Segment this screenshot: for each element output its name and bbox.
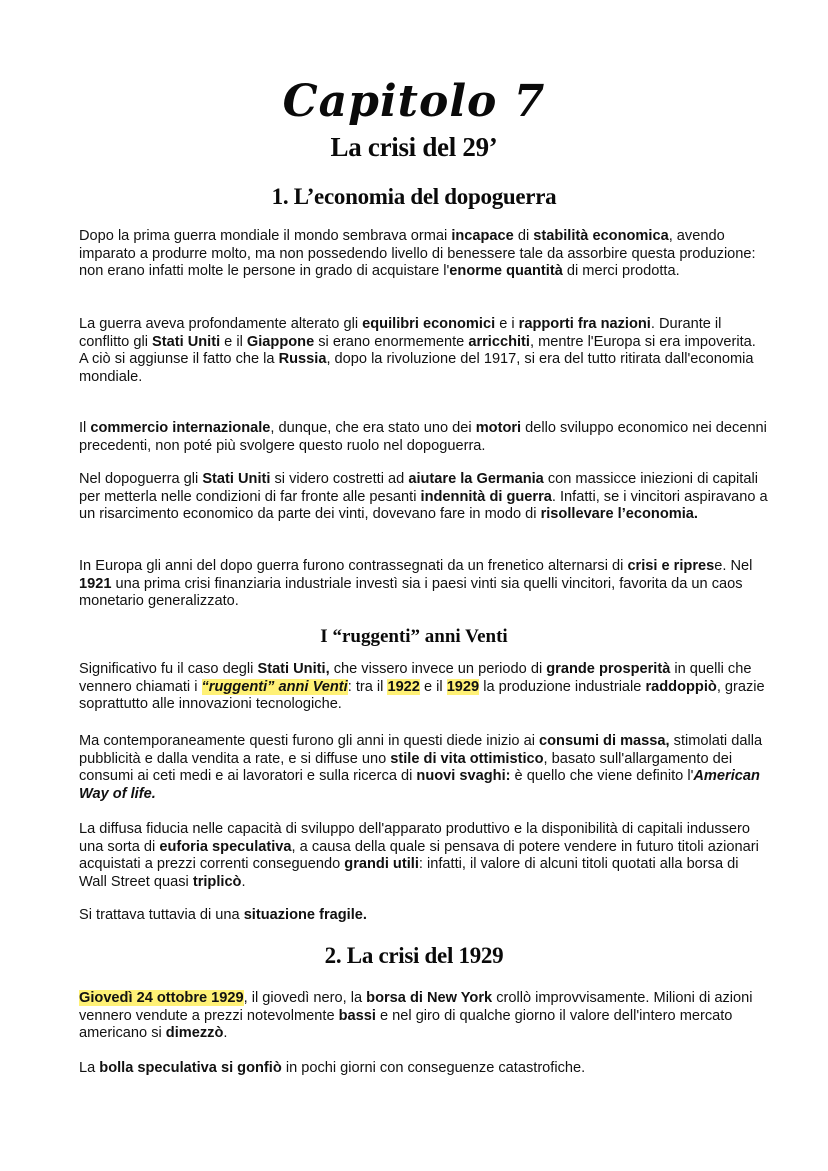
paragraph: Il commercio internazionale, dunque, che era stato uno dei motori dello sviluppo economico nei decenni precedenti, non poté più svolgere questo ruolo nel dopoguerra. [79,420,767,454]
paragraph: La bolla speculativa si gonfiò in pochi giorni con conseguenze catastrofiche. [79,1060,586,1076]
chapter-title: Capitolo 7 [282,76,546,127]
highlight: 1929 [446,678,480,695]
highlight: Giovedì 24 ottobre 1929 [79,990,244,1006]
paragraph: La diffusa fiducia nelle capacità di sviluppo dell'apparato produttivo e la disponibilità di capitali indussero una sorta di euforia speculativa, a causa della quale si pensava di potere vendere in futuro titoli azionari acquistati a prezzi correnti conseguendo grandi utili: infatti, il valore di alcuni titoli quotati alla borsa di Wall Street quasi triplicò. [79,821,759,890]
paragraph: Ma contemporaneamente questi furono gli anni in questi diede inizio ai consumi di massa, stimolati dalla pubblicità e dalla vendita a rate, e si diffuse uno stile di vita ottimistico, basato sull'allargamento dei consumi ai ceti medi e ai lavoratori e sulla ricerca di nuovi svaghi: è quello che viene definito l'American Way of life. [79,733,763,802]
paragraph: Si trattava tuttavia di una situazione fragile. [79,907,367,923]
subsection-heading-ruggenti: I “ruggenti” anni Venti [320,626,508,647]
highlight: “ruggenti” anni Venti [201,678,348,695]
paragraph: Significativo fu il caso degli Stati Uniti, che vissero invece un periodo di grande prosperità in quelli che vennero chiamati i “ruggenti” anni Venti: tra il 1922 e il 1929 la produzione industriale raddoppiò, grazie soprattutto alle innovazioni tecnologiche. [79,661,765,713]
section-heading-crisi-1929: 2. La crisi del 1929 [324,943,504,968]
paragraph: Dopo la prima guerra mondiale il mondo sembrava ormai incapace di stabilità economica, avendo imparato a produrre molto, ma non possedendo livello di benessere tale da assorbire questa produzione: non erano infatti molte le persone in grado di acquistare l'enorme quantità di merci prodotta. [79,228,756,280]
paragraph: Giovedì 24 ottobre 1929, il giovedì nero, la borsa di New York crollò improvvisamente. Milioni di azioni vennero vendute a prezzi notevolmente bassi e nel giro di qualche giorno il valore dell'intero mercato americano si dimezzò. [79,990,753,1042]
paragraph: La guerra aveva profondamente alterato gli equilibri economici e i rapporti fra nazioni. Durante il conflitto gli Stati Uniti e il Giappone si erano enormemente arricchiti, mentre l'Europa si era impoverita. A ciò si aggiunse il fatto che la Russia, dopo la rivoluzione del 1917, si era del tutto ritirata dall'economia mondiale. [79,316,756,385]
paragraph: Nel dopoguerra gli Stati Uniti si videro costretti ad aiutare la Germania con massicce iniezioni di capitali per metterla nelle condizioni di far fronte alle pesanti indennità di guerra. Infatti, se i vincitori aspiravano a un risarcimento economico da parte dei vinti, dovevano fare in modo di risollevare l’economia. [79,471,768,523]
highlight: 1922 [387,678,420,695]
paragraph: In Europa gli anni del dopo guerra furono contrassegnati da un frenetico alternarsi di crisi e riprese. Nel 1921 una prima crisi finanziaria industriale investì sia i paesi vinti sia quelli vincitori, favorita da un caos monetario generalizzato. [79,558,753,610]
chapter-subtitle: La crisi del 29’ [330,132,498,162]
section-heading-economia: 1. L’economia del dopoguerra [271,184,557,209]
